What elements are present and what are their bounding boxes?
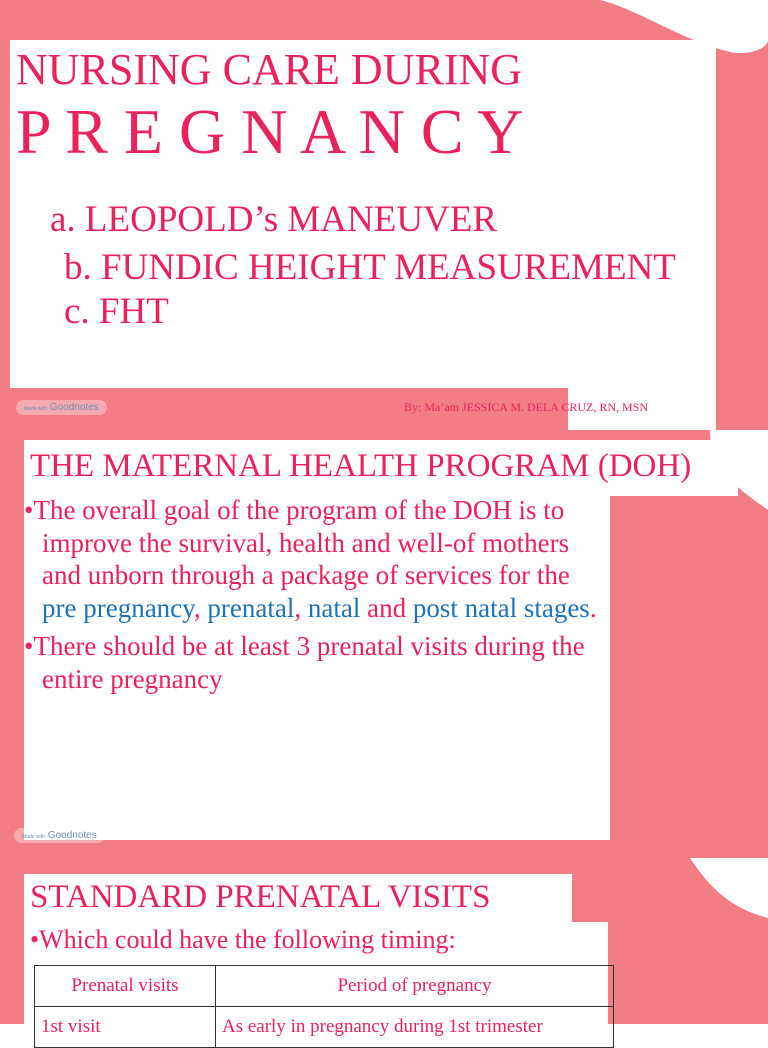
prenatal-visits-slide xyxy=(0,858,768,1037)
goodnotes-watermark xyxy=(16,400,107,415)
prenatal-visits-table xyxy=(34,965,614,1048)
pink-belly-shape xyxy=(600,496,768,858)
separator: , xyxy=(193,592,208,623)
slide-title-line2: P R E G N A N C Y xyxy=(16,96,524,167)
bullet-timing: •Which could have the following timing: xyxy=(30,925,456,954)
slide-title: STANDARD PRENATAL VISITS xyxy=(30,879,491,915)
table-header-row xyxy=(35,966,614,1007)
highlight-post-natal: post natal stages xyxy=(412,592,590,623)
title-slide xyxy=(0,0,768,430)
slide-title-line1: NURSING CARE DURING xyxy=(16,45,523,94)
watermark-made-with: Made with xyxy=(22,834,45,840)
goodnotes-watermark xyxy=(14,828,105,843)
bullet-goal xyxy=(24,494,602,695)
period: . xyxy=(589,592,597,623)
bullet-marker: • xyxy=(24,495,34,525)
table-header-period: Period of pregnancy xyxy=(216,966,614,1007)
visits-text: There should be at least 3 prenatal visits during the entire pregnancy xyxy=(33,631,585,694)
topic-fundic-height: b. FUNDIC HEIGHT MEASUREMENT xyxy=(64,247,676,288)
bullet-goal-paragraph xyxy=(24,494,602,624)
bullet-marker: • xyxy=(24,631,34,661)
separator: and xyxy=(360,592,413,623)
slide-title: THE MATERNAL HEALTH PROGRAM (DOH) xyxy=(30,448,692,484)
bullet-visits-paragraph xyxy=(24,630,602,695)
goal-text: The overall goal of the program of the DOH is to improve the survival, health and well-of mothers and unborn through a package of services for the xyxy=(33,495,570,590)
highlight-prenatal: prenatal xyxy=(207,592,295,623)
separator: , xyxy=(294,592,308,623)
topic-fht: c. FHT xyxy=(64,291,169,332)
watermark-brand: Goodnotes xyxy=(49,402,99,413)
watermark-brand: Goodnotes xyxy=(47,830,97,841)
table-cell-period: As early in pregnancy during 1st trimester xyxy=(216,1007,614,1048)
table-cell-visit: 1st visit xyxy=(35,1007,216,1048)
title-panel-right-strip xyxy=(568,40,716,430)
watermark-made-with: Made with xyxy=(24,406,47,412)
topic-leopold: a. LEOPOLD’s MANEUVER xyxy=(50,199,498,240)
table-row xyxy=(35,1007,614,1048)
author-credit: By: Ma’am JESSICA M. DELA CRUZ, RN, MSN xyxy=(404,400,649,414)
highlight-natal: natal xyxy=(307,592,361,623)
table-header-visits: Prenatal visits xyxy=(35,966,216,1007)
highlight-pre-pregnancy: pre pregnancy xyxy=(42,592,194,623)
maternal-health-slide xyxy=(0,430,768,858)
